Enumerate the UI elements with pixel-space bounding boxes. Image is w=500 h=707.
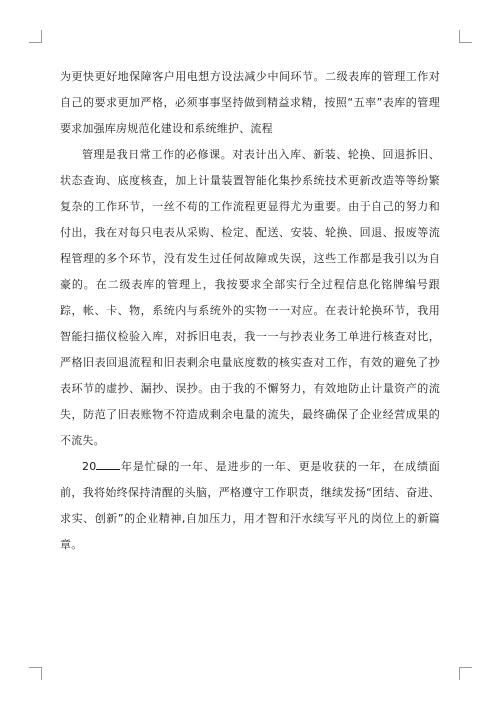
paragraph-3-text: 年是忙碌的一年、是进步的一年、更是收获的一年，在成绩面前，我将始终保持清醒的头脑，严格遵守工作职责，继续发扬“团结、奋进、求实、创新”的企业精神,自加压力，用才智和汗水续写平凡的岗位上的新篇章。	[60, 460, 440, 551]
paragraph-1: 为更快更好地保障客户用电想方设法减少中间环节。二级表库的管理工作对自己的要求更加严格，必须事事坚持做到精益求精，按照“五率”表库的管理要求加强库房规范化建设和系统维护、流程	[60, 70, 440, 135]
crop-mark-bottom-left	[29, 667, 42, 680]
year-blank	[96, 469, 120, 470]
crop-mark-bottom-right	[459, 667, 472, 680]
paragraph-2: 管理是我日常工作的必修课。对表计出入库、新装、轮换、回退拆旧、状态查询、底度核查，加上计量装置智能化集抄系统技术更新改造等等纷繁复杂的工作环节，一丝不苟的工作流程更显得尤为重要。由于自己的努力和付出，我在对每只电表从采购、检定、配送、安装、轮换、回退、报废等流程管理的多个环节，没有发生过任何故障或失误，这些工作都是我引以为自豪的。在二级表库的管理上，我按要求全部实行全过程信息化铭牌编号跟踪，帐、卡、物，系统内与系统外的实物一一对应。在表计轮换环节，我用智能扫描仪检验入库，对拆旧电表，我一一与抄表业务工单进行核查对比，严格旧表回退流程和旧表剩余电量底度数的核实查对工作，有效的避免了抄表环节的虚抄、漏抄、误抄。由于我的不懈努力，有效地防止计量资产的流失，防范了旧表账物不符造成剩余电量的流失，最终确保了企业经营成果的不流失。	[60, 148, 440, 447]
document-body	[60, 64, 440, 558]
paragraph-3	[60, 454, 440, 558]
crop-mark-top-right	[459, 30, 472, 43]
year-prefix: 20	[82, 460, 97, 473]
crop-mark-top-left	[29, 30, 42, 43]
